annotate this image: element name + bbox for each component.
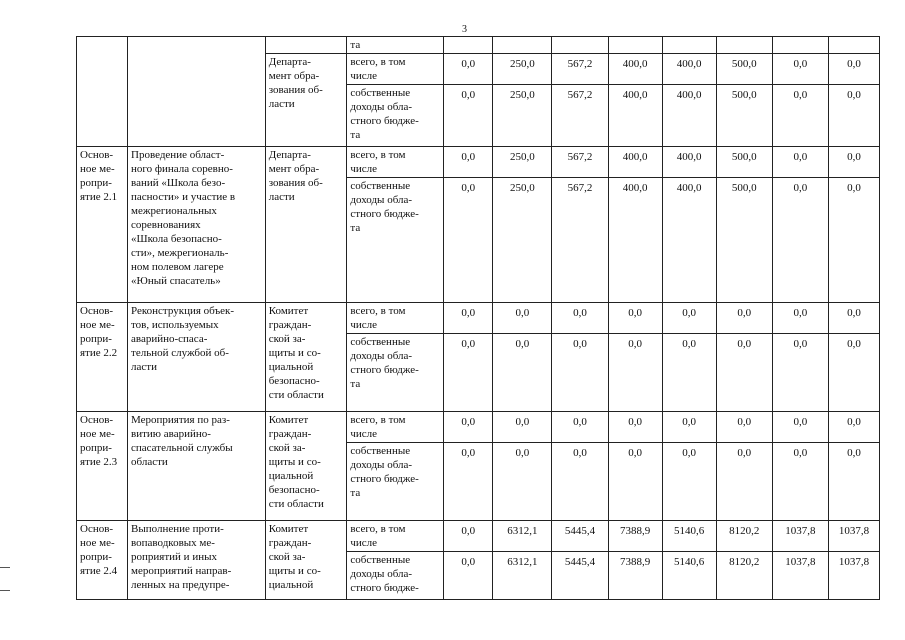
value-cell xyxy=(493,37,552,54)
value-cell: 0,0 xyxy=(828,303,879,334)
value-cell: 5445,4 xyxy=(552,552,608,600)
value-cell: 0,0 xyxy=(608,334,662,412)
value-cell: 567,2 xyxy=(552,54,608,85)
value-cell: 6312,1 xyxy=(493,521,552,552)
fund-cell: всего, в том числе xyxy=(347,521,444,552)
fund-cell: собственные доходы обла- стного бюдже- та xyxy=(347,178,444,303)
table-row xyxy=(77,412,880,443)
value-cell xyxy=(552,37,608,54)
fund-cell: собственные доходы обла- стного бюдже- xyxy=(347,552,444,600)
value-cell: 0,0 xyxy=(828,443,879,521)
value-cell: 0,0 xyxy=(552,443,608,521)
value-cell: 0,0 xyxy=(716,443,772,521)
fund-cell: всего, в том числе xyxy=(347,303,444,334)
fund-cell: всего, в том числе xyxy=(347,54,444,85)
table-row xyxy=(77,521,880,552)
value-cell: 400,0 xyxy=(608,147,662,178)
fund-cell: та xyxy=(347,37,444,54)
value-cell: 0,0 xyxy=(716,303,772,334)
value-cell: 0,0 xyxy=(828,334,879,412)
value-cell: 0,0 xyxy=(552,412,608,443)
value-cell: 0,0 xyxy=(493,303,552,334)
value-cell: 0,0 xyxy=(828,178,879,303)
value-cell: 0,0 xyxy=(662,334,716,412)
value-cell: 400,0 xyxy=(608,54,662,85)
value-cell: 400,0 xyxy=(662,54,716,85)
measure-cell: Основ- ное ме- ропри- ятие 2.4 xyxy=(77,521,128,600)
value-cell: 0,0 xyxy=(772,443,828,521)
description-cell: Мероприятия по раз- витию аварийно- спасательной службы области xyxy=(128,412,266,521)
value-cell: 0,0 xyxy=(828,412,879,443)
fund-cell: всего, в том числе xyxy=(347,412,444,443)
measure-cell: Основ- ное ме- ропри- ятие 2.3 xyxy=(77,412,128,521)
measure-cell: Основ- ное ме- ропри- ятие 2.1 xyxy=(77,147,128,303)
value-cell: 1037,8 xyxy=(828,521,879,552)
value-cell: 0,0 xyxy=(772,178,828,303)
value-cell: 250,0 xyxy=(493,147,552,178)
value-cell: 0,0 xyxy=(662,412,716,443)
value-cell: 1037,8 xyxy=(772,552,828,600)
executor-cell xyxy=(265,37,347,54)
fund-cell: собственные доходы обла- стного бюдже- та xyxy=(347,443,444,521)
value-cell: 0,0 xyxy=(444,412,493,443)
description-cell: Проведение област- ного финала соревно- ваний «Школа безо- пасности» и участие в межрегиональных соревнованиях «Школа безопасно- сти», межрегиональ- ном полевом лагере «Юный спасатель» xyxy=(128,147,266,303)
value-cell: 0,0 xyxy=(608,303,662,334)
value-cell: 1037,8 xyxy=(828,552,879,600)
value-cell: 0,0 xyxy=(493,412,552,443)
value-cell: 400,0 xyxy=(608,85,662,147)
measure-cell xyxy=(77,37,128,147)
value-cell: 500,0 xyxy=(716,54,772,85)
value-cell: 0,0 xyxy=(772,412,828,443)
value-cell: 0,0 xyxy=(444,54,493,85)
value-cell: 250,0 xyxy=(493,85,552,147)
table-row xyxy=(77,37,880,54)
table-row xyxy=(77,303,880,334)
description-cell: Реконструкция объек- тов, используемых аварийно-спаса- тельной службой об- ласти xyxy=(128,303,266,412)
value-cell: 0,0 xyxy=(552,303,608,334)
fund-cell: собственные доходы обла- стного бюдже- та xyxy=(347,85,444,147)
value-cell: 1037,8 xyxy=(772,521,828,552)
value-cell: 0,0 xyxy=(716,412,772,443)
value-cell: 0,0 xyxy=(716,334,772,412)
value-cell: 0,0 xyxy=(828,147,879,178)
margin-mark xyxy=(0,590,10,591)
value-cell: 0,0 xyxy=(772,85,828,147)
description-cell xyxy=(128,37,266,147)
executor-cell: Комитет граждан- ской за- щиты и со- циальной xyxy=(265,521,347,600)
value-cell: 5445,4 xyxy=(552,521,608,552)
value-cell: 0,0 xyxy=(772,54,828,85)
value-cell: 500,0 xyxy=(716,178,772,303)
value-cell: 0,0 xyxy=(444,147,493,178)
value-cell: 400,0 xyxy=(662,85,716,147)
value-cell xyxy=(772,37,828,54)
value-cell: 400,0 xyxy=(662,178,716,303)
value-cell: 567,2 xyxy=(552,85,608,147)
measure-cell: Основ- ное ме- ропри- ятие 2.2 xyxy=(77,303,128,412)
value-cell: 0,0 xyxy=(552,334,608,412)
value-cell: 6312,1 xyxy=(493,552,552,600)
value-cell: 0,0 xyxy=(444,85,493,147)
description-cell: Выполнение проти- вопаводковых ме- роприятий и иных мероприятий направ- ленных на предупре- xyxy=(128,521,266,600)
value-cell: 500,0 xyxy=(716,147,772,178)
value-cell xyxy=(608,37,662,54)
value-cell: 0,0 xyxy=(608,412,662,443)
value-cell xyxy=(662,37,716,54)
value-cell: 0,0 xyxy=(444,552,493,600)
value-cell: 0,0 xyxy=(444,521,493,552)
budget-table xyxy=(76,36,880,600)
value-cell: 567,2 xyxy=(552,147,608,178)
value-cell: 0,0 xyxy=(662,303,716,334)
value-cell: 250,0 xyxy=(493,54,552,85)
value-cell: 0,0 xyxy=(772,147,828,178)
value-cell xyxy=(716,37,772,54)
value-cell: 0,0 xyxy=(444,178,493,303)
value-cell: 0,0 xyxy=(662,443,716,521)
fund-cell: всего, в том числе xyxy=(347,147,444,178)
value-cell: 500,0 xyxy=(716,85,772,147)
value-cell: 400,0 xyxy=(608,178,662,303)
value-cell: 0,0 xyxy=(493,334,552,412)
value-cell: 567,2 xyxy=(552,178,608,303)
fund-cell: собственные доходы обла- стного бюдже- та xyxy=(347,334,444,412)
value-cell: 400,0 xyxy=(662,147,716,178)
value-cell: 0,0 xyxy=(444,303,493,334)
value-cell xyxy=(444,37,493,54)
margin-mark xyxy=(0,567,10,568)
value-cell: 5140,6 xyxy=(662,552,716,600)
executor-cell: Департа- мент обра- зования об- ласти xyxy=(265,54,347,147)
value-cell: 0,0 xyxy=(828,54,879,85)
value-cell: 0,0 xyxy=(608,443,662,521)
value-cell: 0,0 xyxy=(772,303,828,334)
value-cell: 0,0 xyxy=(493,443,552,521)
page-number: 3 xyxy=(462,24,467,35)
value-cell: 8120,2 xyxy=(716,552,772,600)
value-cell: 8120,2 xyxy=(716,521,772,552)
value-cell: 0,0 xyxy=(444,443,493,521)
value-cell: 7388,9 xyxy=(608,521,662,552)
executor-cell: Комитет граждан- ской за- щиты и со- циальной безопасно- сти области xyxy=(265,412,347,521)
executor-cell: Департа- мент обра- зования об- ласти xyxy=(265,147,347,303)
value-cell: 7388,9 xyxy=(608,552,662,600)
table-row xyxy=(77,147,880,178)
value-cell xyxy=(828,37,879,54)
value-cell: 5140,6 xyxy=(662,521,716,552)
executor-cell: Комитет граждан- ской за- щиты и со- циальной безопасно- сти области xyxy=(265,303,347,412)
value-cell: 250,0 xyxy=(493,178,552,303)
value-cell: 0,0 xyxy=(772,334,828,412)
value-cell: 0,0 xyxy=(444,334,493,412)
value-cell: 0,0 xyxy=(828,85,879,147)
